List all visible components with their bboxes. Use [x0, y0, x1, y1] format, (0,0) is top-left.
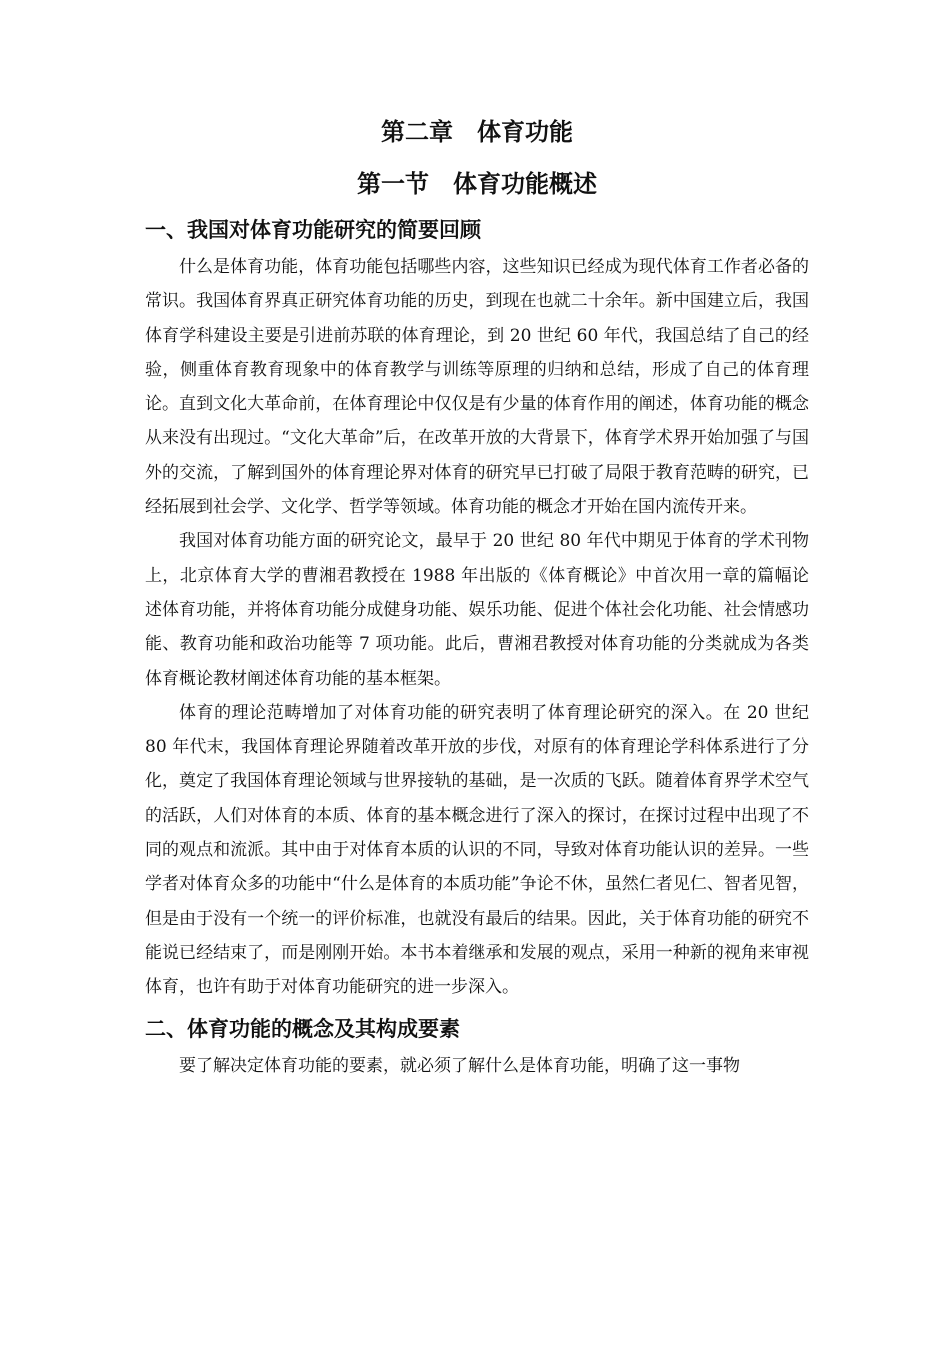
document-page [145, 110, 809, 1083]
paragraph: 体育的理论范畴增加了对体育功能的研究表明了体育理论研究的深入。在 20 世纪 80 年代末，我国体育理论界随着改革开放的步伐，对原有的体育理论学科体系进行了分化，奠定了我国体育理论领域与世界接轨的基础，是一次质的飞跃。随着体育界学术空气的活跃，人们对体育的本质、体育的基本概念进行了深入的探讨，在探讨过程中出现了不同的观点和流派。其中由于对体育本质的认识的不同，导致对体育功能认识的差异。一些学者对体育众多的功能中“什么是体育的本质功能”争论不休，虽然仁者见仁、智者见智，但是由于没有一个统一的评价标准，也就没有最后的结果。因此，关于体育功能的研究不能说已经结束了，而是刚刚开始。本书本着继承和发展的观点，采用一种新的视角来审视体育，也许有助于对体育功能研究的进一步深入。 [145, 702, 809, 998]
paragraph: 要了解决定体育功能的要素，就必须了解什么是体育功能，明确了这一事物 [179, 1055, 740, 1076]
paragraph: 我国对体育功能方面的研究论文，最早于 20 世纪 80 年代中期见于体育的学术刊物上，北京体育大学的曹湘君教授在 1988 年出版的《体育概论》中首次用一章的篇幅论述体育功能，并将体育功能分成健身功能、娱乐功能、促进个体社会化功能、社会情感功能、教育功能和政治功能等 7 项功能。此后，曹湘君教授对体育功能的分类就成为各类体育概论教材阐述体育功能的基本框架。 [145, 531, 809, 689]
chapter-title: 第二章 体育功能 [381, 118, 573, 146]
heading-review: 一、我国对体育功能研究的简要回顾 [145, 218, 481, 242]
paragraph: 什么是体育功能，体育功能包括哪些内容，这些知识已经成为现代体育工作者必备的常识。我国体育界真正研究体育功能的历史，到现在也就二十余年。新中国建立后，我国体育学科建设主要是引进前苏联的体育理论，到 20 世纪 60 年代，我国总结了自己的经验，侧重体育教育现象中的体育教学与训练等原理的归纳和总结，形成了自己的体育理论。直到文化大革命前，在体育理论中仅仅是有少量的体育作用的阐述，体育功能的概念从来没有出现过。“文化大革命”后，在改革开放的大背景下，体育学术界开始加强了与国外的交流，了解到国外的体育理论界对体育的研究早已打破了局限于教育范畴的研究，已经拓展到社会学、文化学、哲学等领域。体育功能的概念才开始在国内流传开来。 [145, 257, 809, 518]
section-title: 第一节 体育功能概述 [357, 170, 597, 198]
heading-concept: 二、体育功能的概念及其构成要素 [145, 1016, 460, 1041]
